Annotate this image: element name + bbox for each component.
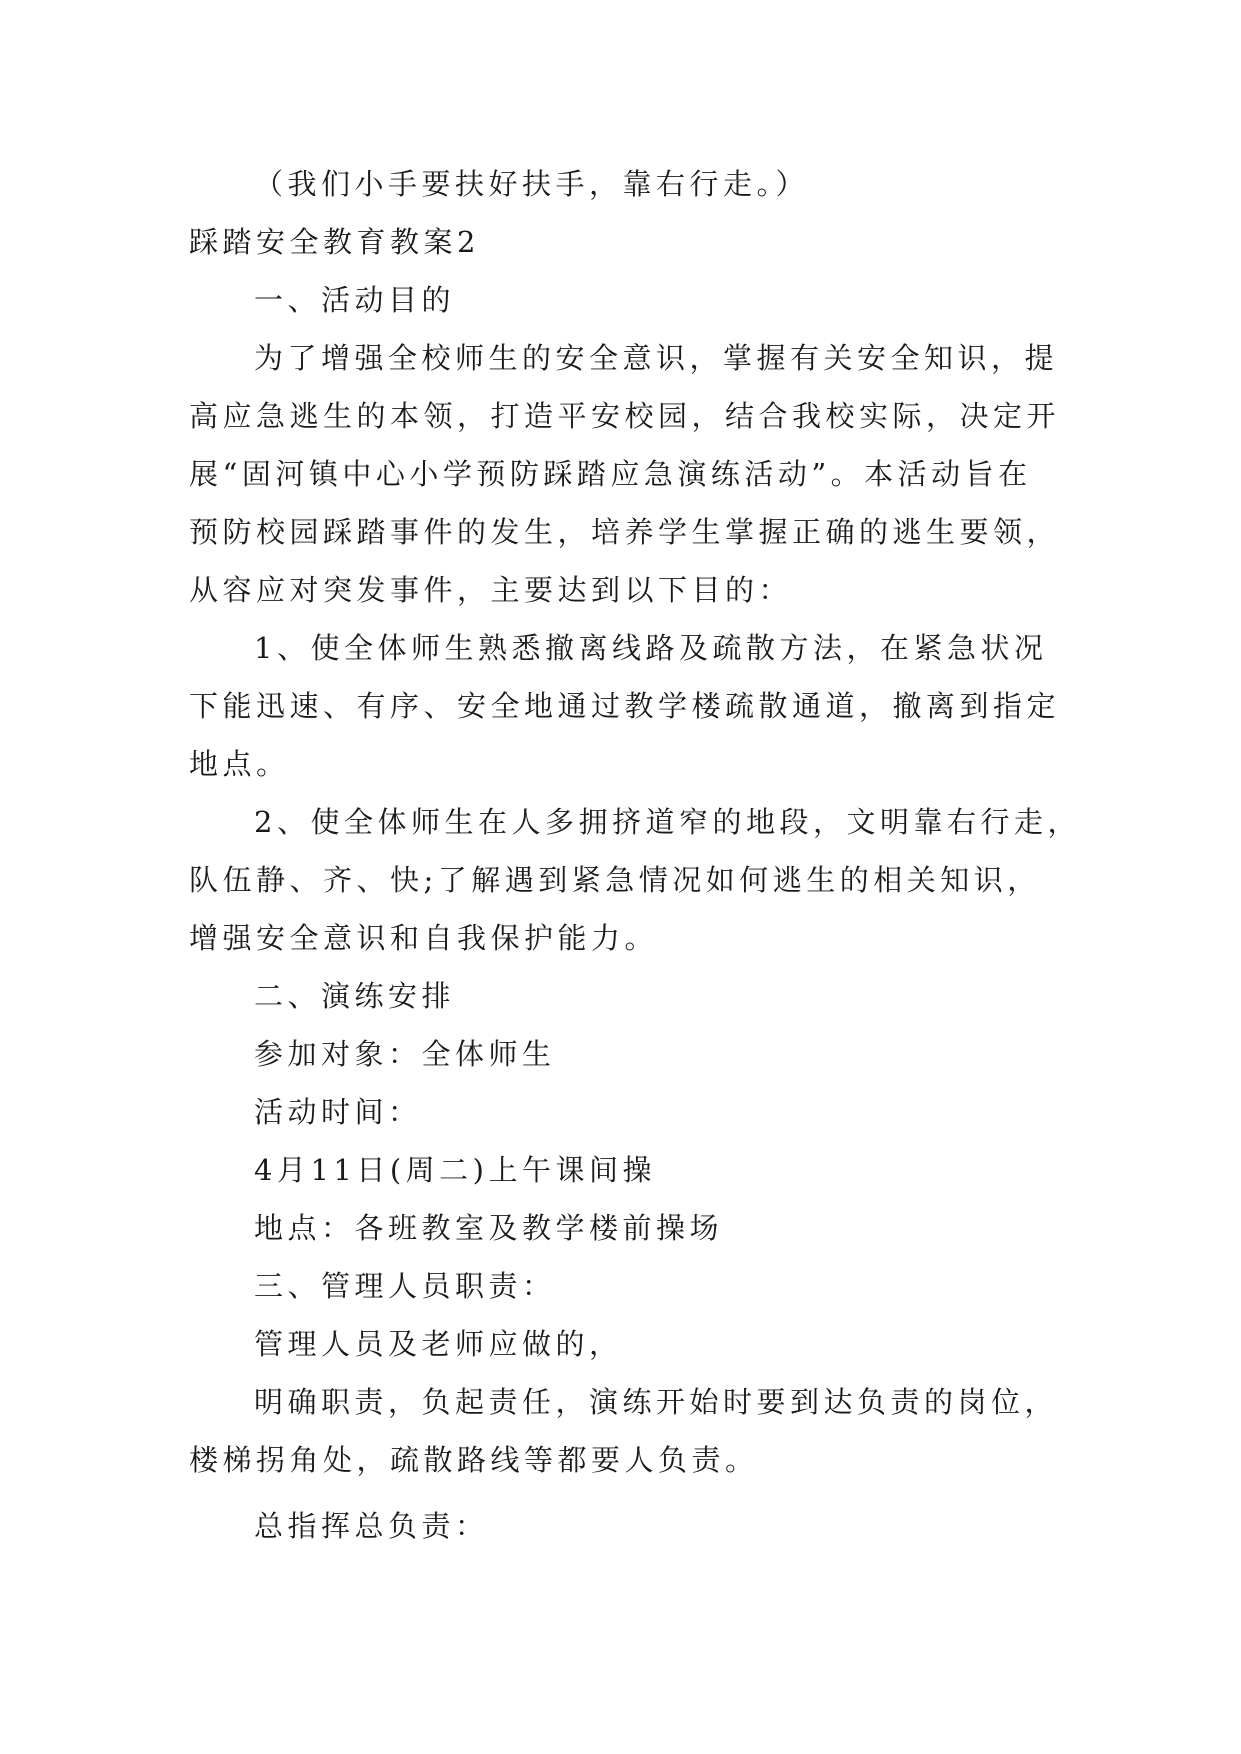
heading-activity-goal: 一、活动目的	[254, 283, 456, 317]
paragraph-line: 4月11日(周二)上午课间操	[254, 1153, 656, 1187]
paragraph-line: 下能迅速、有序、安全地通过教学楼疏散通道，撤离到指定	[189, 689, 1061, 723]
paragraph-line: 管理人员及老师应做的，	[254, 1327, 623, 1361]
paragraph-line: 预防校园踩踏事件的发生，培养学生掌握正确的逃生要领，	[189, 515, 1061, 549]
paragraph-line: 地点：各班教室及教学楼前操场	[254, 1211, 724, 1245]
heading-staff-duties: 三、管理人员职责：	[254, 1269, 556, 1303]
paragraph-line: 高应急逃生的本领，打造平安校园，结合我校实际，决定开	[189, 399, 1061, 433]
list-item: 1、使全体师生熟悉撤离线路及疏散方法，在紧急状况	[254, 631, 1048, 665]
paragraph-line: 总指挥总负责：	[254, 1509, 489, 1543]
paragraph-line: 队伍静、齐、快;了解遇到紧急情况如何逃生的相关知识，	[189, 863, 1041, 897]
list-item: 2、使全体师生在人多拥挤道窄的地段，文明靠右行走，	[254, 805, 1081, 839]
paragraph-line: 展“固河镇中心小学预防踩踏应急演练活动”。本活动旨在	[189, 457, 1032, 491]
paragraph-line: （我们小手要扶好扶手，靠右行走。）	[254, 167, 810, 201]
paragraph-line: 增强安全意识和自我保护能力。	[189, 921, 659, 955]
heading-drill-arrangement: 二、演练安排	[254, 979, 456, 1013]
paragraph-line: 从容应对突发事件，主要达到以下目的：	[189, 573, 793, 607]
paragraph-line: 地点。	[189, 747, 290, 781]
paragraph-line: 活动时间：	[254, 1095, 422, 1129]
paragraph-line: 明确职责，负起责任，演练开始时要到达负责的岗位，	[254, 1385, 1059, 1419]
paragraph-line: 楼梯拐角处，疏散路线等都要人负责。	[189, 1443, 759, 1477]
paragraph-line: 为了增强全校师生的安全意识，掌握有关安全知识，提	[254, 341, 1059, 375]
section-title: 踩踏安全教育教案2	[189, 225, 480, 259]
paragraph-line: 参加对象：全体师生	[254, 1037, 556, 1071]
